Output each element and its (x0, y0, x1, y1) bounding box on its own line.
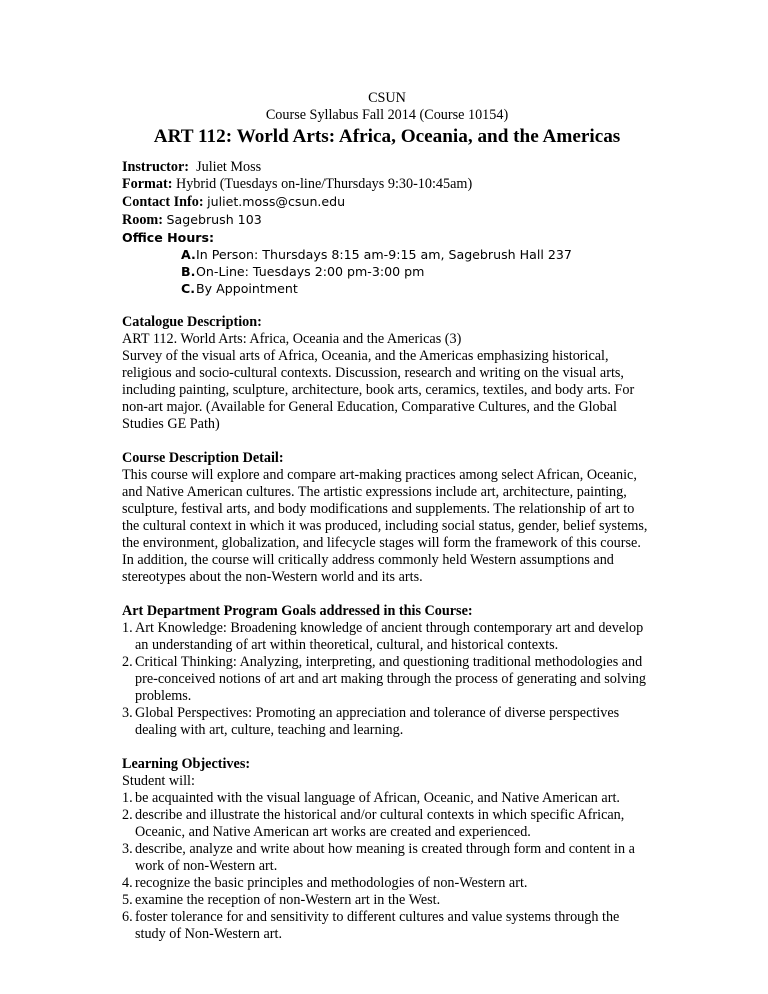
room-label: Room: (122, 212, 163, 228)
objectives-title: Learning Objectives: (122, 756, 251, 772)
objective-number: 5. (122, 892, 133, 908)
objective-item (122, 841, 652, 875)
goal-text: Critical Thinking: Analyzing, interpreting, and questioning traditional methodologies and pre-conceived notions of art and art making through the process of generating and solving problems. (135, 654, 646, 704)
objective-text: examine the reception of non-Western art in the West. (135, 892, 441, 908)
room-row (122, 211, 652, 229)
institution-name: CSUN (368, 90, 406, 106)
objective-number: 1. (122, 790, 133, 806)
objective-text: describe, analyze and write about how meaning is created through form and content in a work of non-Western art. (135, 841, 635, 874)
contact-label: Contact Info: (122, 194, 204, 210)
office-hours-text: On-Line: Tuesdays 2:00 pm-3:00 pm (196, 264, 425, 279)
catalogue-title: Catalogue Description: (122, 314, 262, 330)
objective-number: 6. (122, 909, 133, 925)
goals-section (122, 603, 652, 739)
instructor-label: Instructor: (122, 159, 189, 175)
office-hours-item (122, 280, 652, 297)
objective-text: recognize the basic principles and methodologies of non-Western art. (135, 875, 528, 891)
office-hours-marker: C. (181, 281, 196, 296)
goals-list (122, 620, 652, 739)
instructor-row (122, 159, 652, 176)
objective-number: 2. (122, 807, 133, 823)
contact-row (122, 193, 652, 211)
detail-body: This course will explore and compare art-making practices among select African, Oceanic, and Native American cultures. The artistic expressions include art, architecture, painting, sculpture, festival arts, and body modifications and supplements. The relationship of art to the cultural context in which it was produced, including social status, gender, belief systems, the environment, globalization, and lifecycle stages will form the framework of this course. In addition, the course will critically address commonly held Western assumptions and stereotypes about the non-Western world and its arts. (122, 467, 648, 585)
objective-number: 4. (122, 875, 133, 891)
format-value: Hybrid (Tuesdays on-line/Thursdays 9:30-10:45am) (175, 176, 473, 192)
objective-text: foster tolerance for and sensitivity to different cultures and value systems through the study of Non-Western art. (135, 909, 620, 942)
format-row (122, 176, 652, 193)
objective-text: be acquainted with the visual language of African, Oceanic, and Native American art. (135, 790, 620, 806)
goal-number: 2. (122, 654, 133, 670)
objective-item (122, 807, 652, 841)
objective-item (122, 875, 652, 892)
catalogue-course-line: ART 112. World Arts: Africa, Oceania and the Americas (3) (122, 331, 462, 347)
goal-item (122, 654, 652, 705)
catalogue-section (122, 314, 652, 433)
objectives-intro: Student will: (122, 773, 195, 789)
format-label: Format: (122, 176, 173, 192)
goal-number: 1. (122, 620, 133, 636)
instructor-value: Juliet Moss (196, 159, 262, 175)
office-hours-marker: B. (181, 264, 196, 279)
page-content (122, 90, 652, 943)
office-hours-item (122, 263, 652, 280)
detail-title: Course Description Detail: (122, 450, 284, 466)
syllabus-line: Course Syllabus Fall 2014 (Course 10154) (265, 107, 509, 123)
objectives-section (122, 756, 652, 943)
course-info-fields (122, 159, 652, 297)
office-hours-item (122, 246, 652, 263)
office-hours-text: In Person: Thursdays 8:15 am-9:15 am, Sagebrush Hall 237 (196, 247, 572, 262)
objective-text: describe and illustrate the historical and/or cultural contexts in which specific African, Oceanic, and Native American art works are created and experienced. (135, 807, 625, 840)
goals-title: Art Department Program Goals addressed in this Course: (122, 603, 473, 619)
detail-section (122, 450, 652, 586)
office-hours-marker: A. (181, 247, 196, 262)
objectives-list (122, 790, 652, 943)
objective-item (122, 790, 652, 807)
room-value: Sagebrush 103 (166, 212, 262, 227)
goal-item (122, 705, 652, 739)
goal-number: 3. (122, 705, 133, 721)
goal-item (122, 620, 652, 654)
contact-email[interactable]: juliet.moss@csun.edu (207, 194, 346, 209)
office-hours-text: By Appointment (196, 281, 298, 296)
goal-text: Art Knowledge: Broadening knowledge of ancient through contemporary art and develop an understanding of art within theoretical, cultural, and historical contexts. (135, 620, 644, 653)
office-hours-label: Office Hours: (122, 230, 215, 245)
objective-item (122, 909, 652, 943)
goal-text: Global Perspectives: Promoting an appreciation and tolerance of diverse perspectives dealing with art, culture, teaching and learning. (135, 705, 620, 738)
course-title: ART 112: World Arts: Africa, Oceania, and the Americas (153, 126, 621, 147)
office-hours-list (122, 246, 652, 297)
catalogue-body: Survey of the visual arts of Africa, Oceania, and the Americas emphasizing historical, religious and socio-cultural contexts. Discussion, research and writing on the visual arts, including painting, sculpture, architecture, book arts, ceramics, textiles, and body arts. For non-art major. (Available for General Education, Comparative Cultures, and the Global Studies GE Path) (122, 348, 635, 432)
objective-item (122, 892, 652, 909)
objective-number: 3. (122, 841, 133, 857)
